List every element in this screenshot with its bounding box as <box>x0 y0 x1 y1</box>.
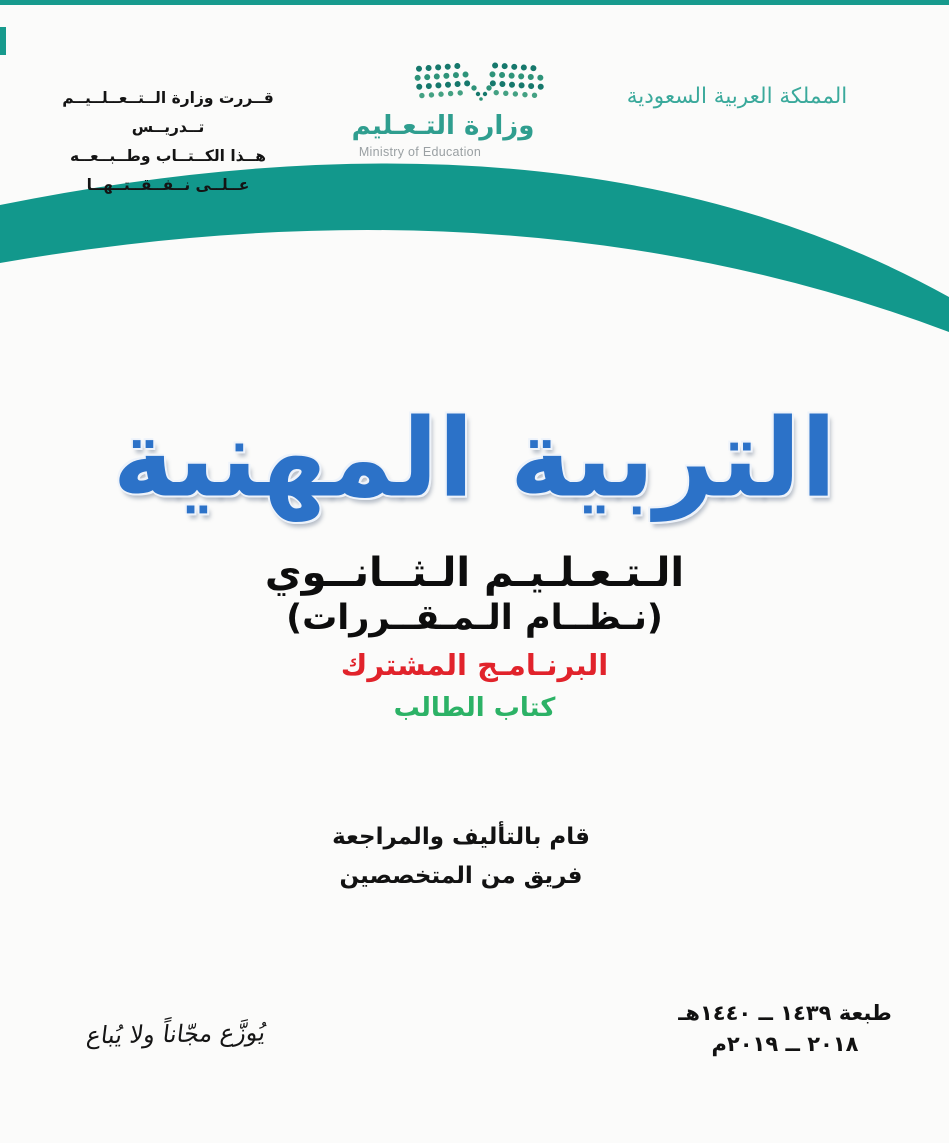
ministry-name-english: Ministry of Education <box>358 145 482 159</box>
decree-line-1: قــررت وزارة الــتــعــلــيــم تــدريــس <box>62 89 274 136</box>
book-title: التربية المهنية <box>112 394 837 522</box>
kingdom-label: المملكة العربية السعودية <box>626 84 848 109</box>
edition-block <box>660 998 910 1060</box>
authorship-line-2: فريق من المتخصصين <box>339 863 583 889</box>
program-label: البرنـامـج المشترك <box>340 648 609 682</box>
ministry-logo-dots-icon <box>414 60 548 106</box>
edition-gregorian: ٢٠١٨ ــ ٢٠١٩م <box>711 1032 859 1056</box>
authorship-line-1: قام بالتأليف والمراجعة <box>332 824 590 850</box>
ministry-name-arabic: وزارة التـعـليم <box>351 111 535 141</box>
decree-text <box>62 84 274 200</box>
education-stage-label: الـتـعـلـيـم الـثــانــوي <box>264 550 685 596</box>
courses-system-label: (نـظــام الـمـقــررات) <box>286 598 663 638</box>
edition-hijri: طبعة ١٤٣٩ ــ ١٤٤٠هـ <box>678 1001 892 1025</box>
authorship-block <box>330 818 592 896</box>
decree-line-2: هــذا الكــتــاب وطــبــعــه عــلــى نــفــقــتــهــا <box>70 147 266 194</box>
ministry-logo <box>350 55 560 165</box>
book-type-label: كتاب الطالب <box>393 693 556 723</box>
free-distribution-notice: يُوزَّع مجّاناً ولا يُباع <box>84 1018 268 1050</box>
